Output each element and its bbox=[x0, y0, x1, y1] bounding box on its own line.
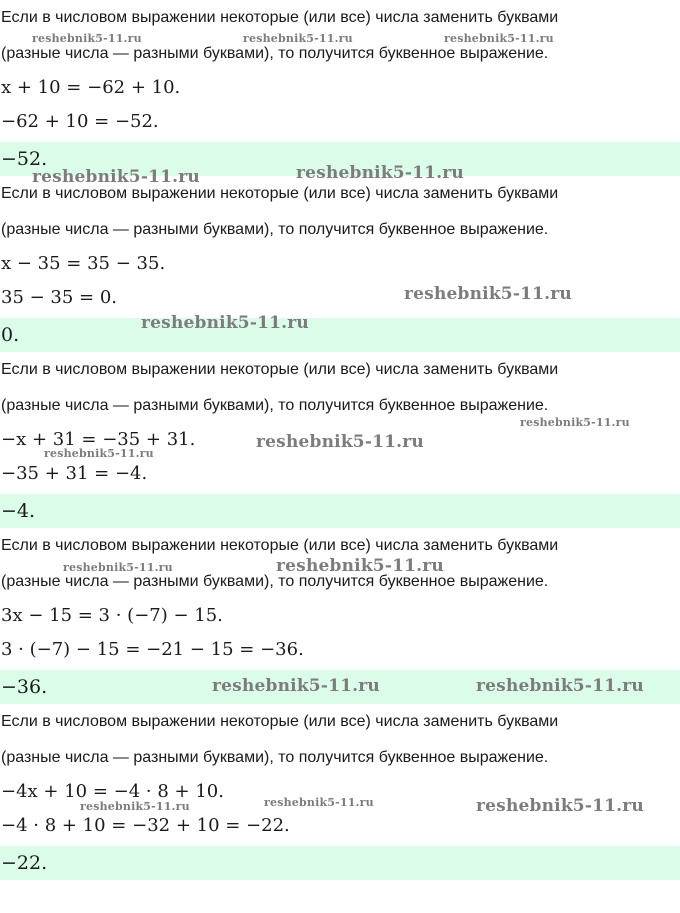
watermark: reshebnik5-11.ru bbox=[404, 284, 572, 304]
watermark: reshebnik5-11.ru bbox=[32, 167, 200, 187]
definition-line-2: (разные числа — разными буквами), то получится буквенное выражение. bbox=[1, 749, 549, 766]
definition-line-1: Если в числовом выражении некоторые (или все) числа заменить буквами bbox=[1, 9, 559, 26]
watermark: reshebnik5-11.ru bbox=[243, 32, 353, 45]
watermark: reshebnik5-11.ru bbox=[80, 800, 190, 813]
watermark: reshebnik5-11.ru bbox=[141, 313, 309, 333]
answer: −36. bbox=[0, 670, 680, 704]
definition-line-2: (разные числа — разными буквами), то получится буквенное выражение. bbox=[1, 397, 549, 414]
answer: −52. bbox=[0, 142, 680, 176]
watermark: reshebnik5-11.ru bbox=[476, 676, 644, 696]
equation: x − 35 = 35 − 35. bbox=[1, 253, 166, 274]
equation: −4x + 10 = −4 · 8 + 10. bbox=[1, 781, 224, 802]
definition-line-2: (разные числа — разными буквами), то получится буквенное выражение. bbox=[1, 573, 549, 590]
watermark: reshebnik5-11.ru bbox=[520, 416, 630, 429]
answer: −22. bbox=[0, 846, 680, 880]
watermark: reshebnik5-11.ru bbox=[264, 796, 374, 809]
definition-line-1: Если в числовом выражении некоторые (или все) числа заменить буквами bbox=[1, 361, 559, 378]
watermark: reshebnik5-11.ru bbox=[256, 432, 424, 452]
definition-line-1: Если в числовом выражении некоторые (или все) числа заменить буквами bbox=[1, 713, 559, 730]
watermark: reshebnik5-11.ru bbox=[296, 163, 464, 183]
computation: −35 + 31 = −4. bbox=[1, 463, 148, 484]
answer: −4. bbox=[0, 494, 680, 528]
equation: x + 10 = −62 + 10. bbox=[1, 77, 181, 98]
definition-line-1: Если в числовом выражении некоторые (или все) числа заменить буквами bbox=[1, 537, 559, 554]
computation: −4 · 8 + 10 = −32 + 10 = −22. bbox=[1, 815, 290, 836]
definition-line-1: Если в числовом выражении некоторые (или все) числа заменить буквами bbox=[1, 185, 559, 202]
definition-line-2: (разные числа — разными буквами), то получится буквенное выражение. bbox=[1, 221, 549, 238]
computation: 35 − 35 = 0. bbox=[1, 287, 118, 308]
answer: 0. bbox=[0, 318, 680, 352]
watermark: reshebnik5-11.ru bbox=[32, 32, 142, 45]
equation: 3x − 15 = 3 · (−7) − 15. bbox=[1, 605, 223, 626]
watermark: reshebnik5-11.ru bbox=[276, 556, 444, 576]
watermark: reshebnik5-11.ru bbox=[63, 561, 173, 574]
watermark: reshebnik5-11.ru bbox=[444, 32, 554, 45]
computation: −62 + 10 = −52. bbox=[1, 111, 159, 132]
watermark: reshebnik5-11.ru bbox=[44, 447, 154, 460]
equation: −x + 31 = −35 + 31. bbox=[1, 429, 196, 450]
watermark: reshebnik5-11.ru bbox=[212, 676, 380, 696]
watermark: reshebnik5-11.ru bbox=[476, 796, 644, 816]
computation: 3 · (−7) − 15 = −21 − 15 = −36. bbox=[1, 639, 304, 660]
definition-line-2: (разные числа — разными буквами), то получится буквенное выражение. bbox=[1, 45, 549, 62]
